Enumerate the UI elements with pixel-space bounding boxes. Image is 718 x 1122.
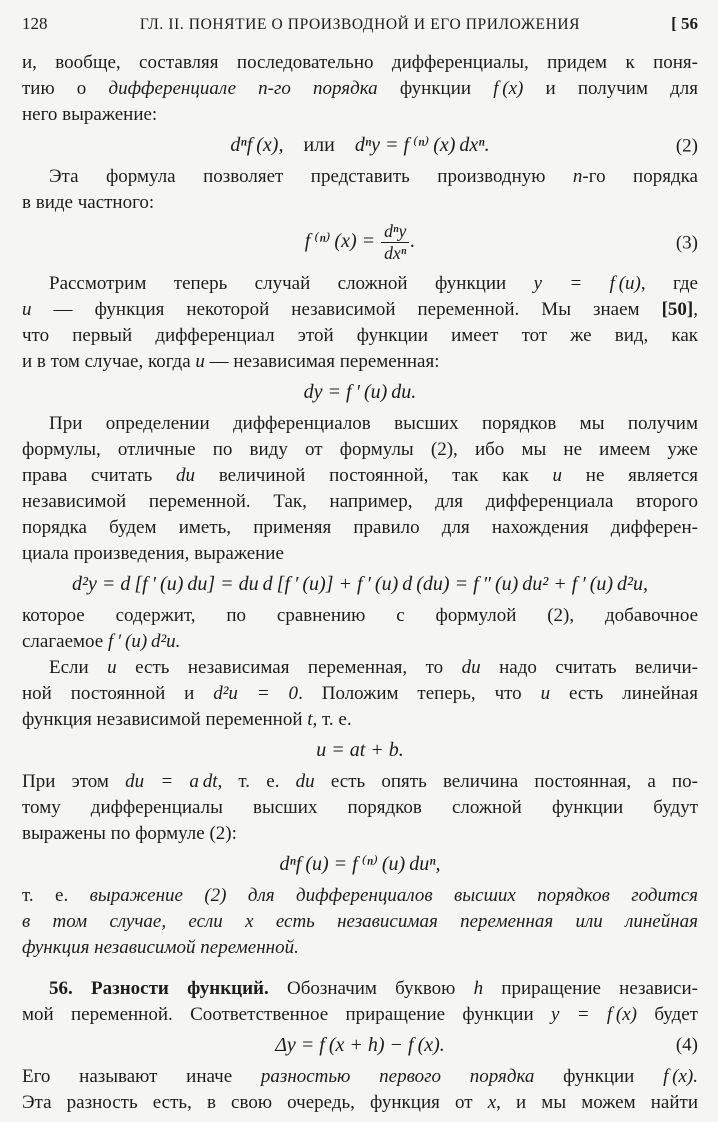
text-segment: du [176,464,196,486]
text-segment: не является [562,464,698,486]
text-line [22,1064,698,1090]
fraction-denominator: dxⁿ [381,242,409,264]
equation [22,849,698,880]
text-segment: ной постоянной и [22,682,214,704]
paragraph [22,1064,698,1116]
equation [22,377,698,408]
equation [22,130,698,161]
text-segment: тию о [22,78,109,99]
running-title: ГЛ. II. ПОНЯТИЕ О ПРОИЗВОДНОЙ И ЕГО ПРИЛОЖЕНИЯ [139,16,581,33]
equation-number: (2) [675,135,698,156]
text-segment: u [22,298,32,320]
paragraph [22,50,698,128]
text-segment: есть линейная [550,682,698,704]
text-segment: du [461,656,481,678]
text-line [22,271,698,297]
text-segment: которое содержит, по сравнению с формулой (2), добавочное [22,604,698,626]
text-segment: f (x). [663,1065,698,1087]
text-segment: и в том случае, когда [22,350,196,372]
text-segment: дифференциале n-го порядка [108,78,378,99]
text-line [22,629,698,655]
text-line [22,164,698,190]
page-number: 128 [22,14,48,33]
text-segment: или [283,134,355,156]
text-line [22,707,698,733]
text-line [22,323,698,349]
text-line [22,1090,698,1116]
text-line [22,883,698,909]
text-segment: u [195,350,205,372]
text-line [22,603,698,629]
text-segment: т. е. [22,884,90,906]
text-segment: 56. Разности функций. [49,977,269,999]
text-line [22,909,698,935]
text-segment: , и мы можем найти [496,1091,698,1113]
text-line [22,769,698,795]
text-segment: в том случае, если x есть независимая переменная или линейная [22,910,698,932]
paragraph [22,769,698,847]
text-segment: y = f (u) [533,272,641,294]
text-segment: , т. е. [312,708,352,730]
text-segment: и получим для [523,78,699,99]
text-segment: — функция некоторой независимой переменной. Мы знаем [31,298,662,320]
text-segment: в виде частного: [22,192,155,213]
text-segment: и, вообще, составляя последовательно дифференциалы, придем к поня- [22,52,698,73]
text-segment: f (x) [493,78,524,99]
paragraph [22,976,698,1028]
text-line [22,681,698,707]
text-segment: Эта разность есть, в свою очередь, функция от [22,1091,488,1113]
text-segment: есть независимая переменная, то [116,656,462,678]
text-segment: dⁿy = f ⁽ⁿ⁾ (x) dxⁿ. [354,134,490,156]
text-line [22,821,698,847]
text-line [22,463,698,489]
text-line [22,50,698,76]
text-segment: выражены по формуле (2): [22,822,237,844]
text-segment: . [410,229,416,252]
text-line [22,795,698,821]
text-segment: что первый дифференциал этой функции имеет тот же вид, как [22,324,698,346]
text-segment: t [307,708,313,730]
text-segment: d²y = d [f ′ (u) du] = du d [f ′ (u)] + f ′ (u) d (du) = f ″ (u) du² + f ′ (u) d²u, [71,572,649,595]
text-segment: При этом [22,770,126,792]
text-segment: h [473,977,484,999]
text-segment: Обозначим буквою [268,977,474,999]
text-segment: y = f (x) [550,1003,638,1025]
text-segment: независимой переменной. Так, например, для дифференциала второго [22,490,698,512]
text-segment: — независимая переменная: [204,350,440,372]
text-segment: выражение (2) для дифференциалов высших порядков годится [89,884,698,906]
section-ref: [ 56 [671,14,698,33]
text-segment: f ⁽ⁿ⁾ (x) = [304,229,381,252]
text-segment: При определении дифференциалов высших порядков мы получим [49,412,698,434]
text-segment: dⁿf (x), [230,134,284,156]
text-segment: . Положим теперь, что [298,682,541,704]
text-segment: , [693,298,698,320]
text-segment: формулы, отличные по виду от формулы (2), ибо мы не имеем уже [22,438,698,460]
text-segment: u [107,656,117,678]
text-line [22,437,698,463]
text-line [22,1002,698,1028]
text-line [22,297,698,323]
text-segment: разностью первого порядка [260,1065,535,1087]
text-segment: d²u = 0 [213,682,299,704]
text-segment: [50] [661,298,694,320]
text-segment: n [572,166,583,187]
equation-number: (4) [675,1034,698,1056]
text-segment: f ′ (u) d²u. [107,630,181,652]
text-segment: слагаемое [22,630,108,652]
text-segment: приращение независи- [483,977,698,999]
text-segment: Его называют иначе [22,1065,261,1087]
text-segment: Δy = f (x + h) − f (x). [275,1033,445,1056]
text-segment: функции [377,78,494,99]
text-segment: dy = f ′ (u) du. [303,380,417,403]
equation [22,1030,698,1061]
text-segment: u [552,464,563,486]
paragraph [22,603,698,655]
text-segment: Рассмотрим теперь случай сложной функции [49,272,534,294]
text-line [22,489,698,515]
text-line [22,190,698,216]
text-segment: du = a dt [125,770,218,792]
text-segment: тому дифференциалы высших порядков сложной функции будут [22,796,698,818]
text-segment: x [487,1091,497,1113]
text-segment: надо считать величи- [480,656,698,678]
text-segment: функция независимой переменной [22,708,308,730]
text-segment: него выражение: [22,104,158,125]
text-segment: права считать [22,464,177,486]
text-line [22,515,698,541]
text-segment: функции [534,1065,664,1087]
text-segment: функция независимой переменной. [22,936,299,958]
paragraph [22,164,698,216]
text-line [22,976,698,1002]
text-segment: -го порядка [582,166,698,187]
text-line [22,102,698,128]
text-line [22,349,698,375]
text-line [22,655,698,681]
paragraph [22,883,698,961]
paragraph [22,271,698,375]
text-segment: u [540,682,551,704]
text-segment: величиной постоянной, так как [195,464,553,486]
text-line [22,76,698,102]
text-segment: циала произведения, выражение [22,542,284,564]
text-segment: будет [637,1003,698,1025]
content [22,50,698,1116]
fraction-numerator: dⁿy [384,221,407,241]
equation [22,218,698,268]
text-segment: dⁿf (u) = f ⁽ⁿ⁾ (u) duⁿ, [279,852,441,875]
text-segment: du [295,770,315,792]
text-segment: мой переменной. Соответственное приращение функции [22,1003,551,1025]
text-segment: Если [49,656,108,678]
text-segment: u = at + b. [316,738,404,761]
paragraph [22,655,698,733]
equation [22,569,698,600]
text-segment: есть опять величина постоянная, а по- [314,770,699,792]
text-segment: Эта формула позволяет представить производную [49,166,573,187]
text-line [22,411,698,437]
text-segment: , т. е. [217,770,296,792]
equation [22,735,698,766]
fraction [381,221,409,264]
paragraph [22,411,698,567]
text-line [22,541,698,567]
page-header [22,14,698,34]
equation-number: (3) [675,232,698,254]
text-segment: порядка будем иметь, применяя правило для нахождения дифферен- [22,516,698,538]
text-segment: , где [640,272,698,294]
text-line [22,935,698,961]
